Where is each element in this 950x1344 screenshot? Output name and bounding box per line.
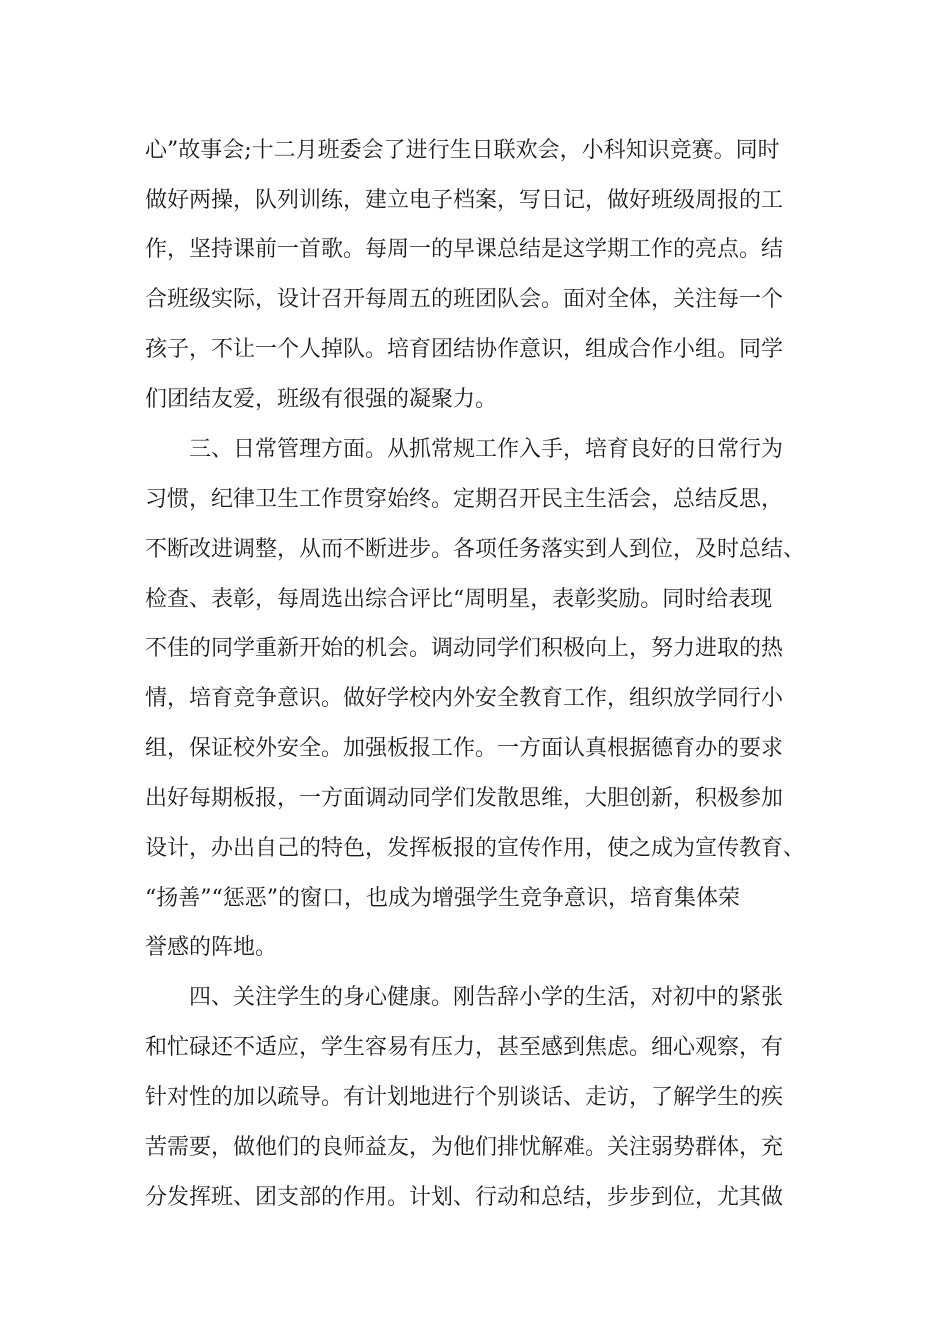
- text-line-12: 情，培育竞争意识。做好学校内外安全教育工作，组织放学同行小: [145, 686, 784, 711]
- text-line-16: “扬善”“惩恶”的窗口，也成为增强学生竞争意识，培育集体荣: [145, 886, 740, 911]
- text-line-17: 誉感的阵地。: [145, 935, 278, 960]
- text-line-21: 苦需要，做他们的良师益友，为他们排忧解难。关注弱势群体，充: [145, 1135, 784, 1160]
- text-line-22: 分发挥班、团支部的作用。计划、行动和总结，步步到位，尤其做: [145, 1185, 784, 1210]
- text-line-10: 检查、表彰，每周选出综合评比“周明星，表彰奖励。同时给表现: [145, 587, 773, 612]
- text-line-5: 孩子，不让一个人掉队。培育团结协作意识，组成合作小组。同学: [145, 337, 784, 362]
- text-line-20: 针对性的加以疏导。有计划地进行个别谈话、走访，了解学生的疾: [145, 1085, 784, 1110]
- text-line-4: 合班级实际，设计召开每周五的班团队会。面对全体，关注每一个: [145, 287, 784, 312]
- text-line-1: 心”故事会;十二月班委会了进行生日联欢会，小科知识竞赛。同时: [145, 138, 780, 163]
- text-line-3: 作，坚持课前一首歌。每周一的早课总结是这学期工作的亮点。结: [145, 237, 784, 262]
- text-line-19: 和忙碌还不适应，学生容易有压力，甚至感到焦虑。细心观察，有: [145, 1035, 784, 1060]
- paragraph-4-first-line: 四、关注学生的身心健康。刚告辞小学的生活，对初中的紧张: [189, 985, 784, 1010]
- text-line-11: 不佳的同学重新开始的机会。调动同学们积极向上，努力进取的热: [145, 636, 784, 661]
- text-line-15: 设计，办出自己的特色，发挥板报的宣传作用，使之成为宣传教育、: [145, 836, 806, 861]
- paragraph-3-first-line: 三、日常管理方面。从抓常规工作入手，培育良好的日常行为: [189, 437, 784, 462]
- text-line-13: 组，保证校外安全。加强板报工作。一方面认真根据德育办的要求: [145, 736, 784, 761]
- text-line-6: 们团结友爱，班级有很强的凝聚力。: [145, 387, 498, 412]
- text-line-8: 习惯，纪律卫生工作贯穿始终。定期召开民主生活会，总结反思，: [145, 487, 784, 512]
- text-line-2: 做好两操，队列训练，建立电子档案，写日记，做好班级周报的工: [145, 188, 784, 213]
- text-line-9: 不断改进调整，从而不断进步。各项任务落实到人到位，及时总结、: [145, 537, 806, 562]
- text-line-14: 出好每期板报，一方面调动同学们发散思维，大胆创新，积极参加: [145, 786, 784, 811]
